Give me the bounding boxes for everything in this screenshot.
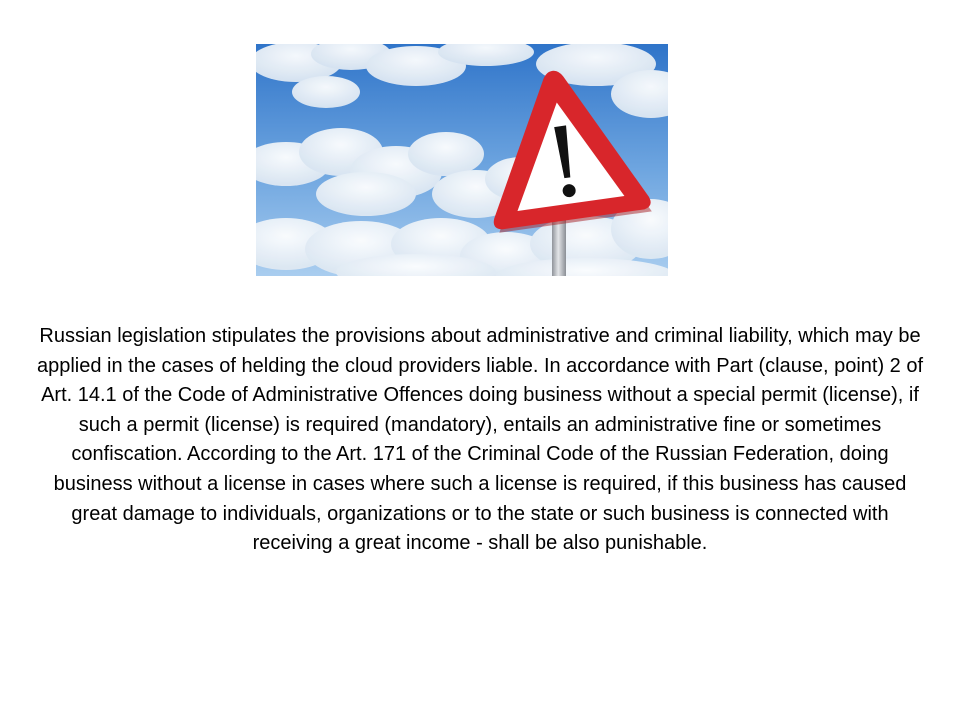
warning-sign-photo — [256, 44, 668, 276]
warning-sign-image — [256, 44, 668, 276]
slide-body-text: Russian legislation stipulates the provisions about administrative and criminal liability, which may be applied in the cases of helding the cloud providers liable. In accordance with Part (clause, point) 2 of Art. 14.1 of the Code of Administrative Offences doing business without a special permit (license), if such a permit (license) is required (mandatory), entails an administrative fine or sometimes confiscation. According to the Art. 171 of the Criminal Code of the Russian Federation, doing business without a license in cases where such a license is required, if this business has caused great damage to individuals, organizations or to the state or such business is connected with receiving a great income - shall be also punishable. — [36, 325, 924, 555]
